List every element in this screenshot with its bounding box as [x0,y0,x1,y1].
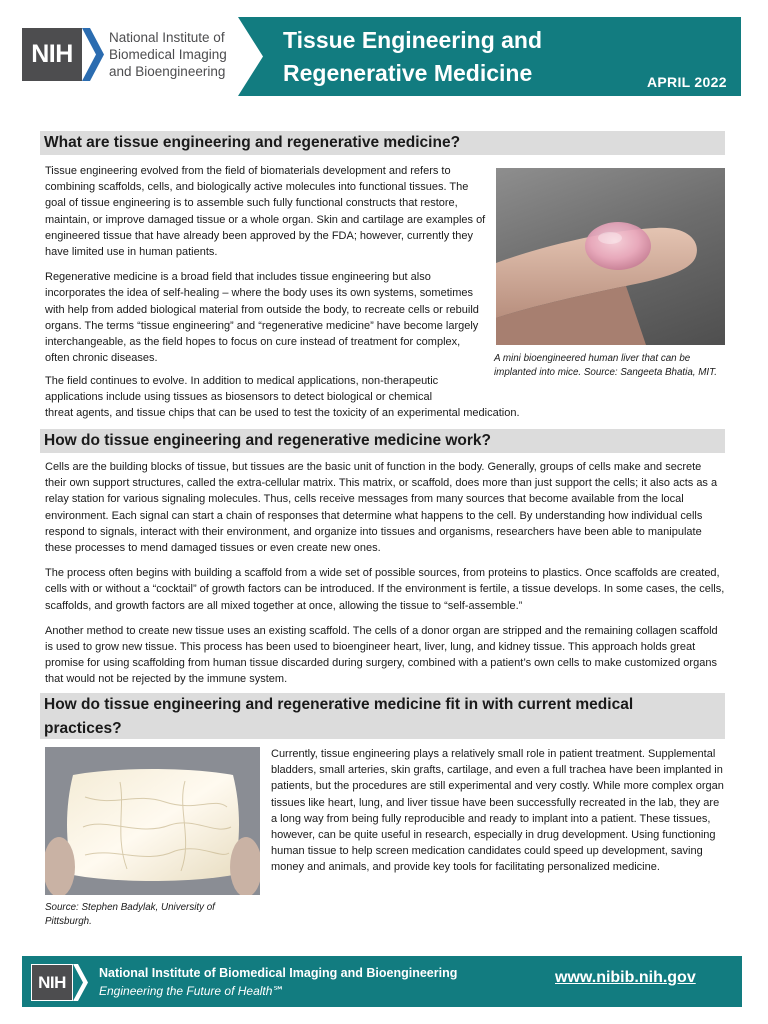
liver-implant-image [496,168,725,345]
section2-heading: How do tissue engineering and regenerative medicine work? [40,429,725,453]
org-name-line2: Biomedical Imaging [109,47,227,62]
publication-date: APRIL 2022 [647,74,727,90]
section2-paragraph3: Another method to create new tissue uses an existing scaffold. The cells of a donor organ are stripped and the remaining collagen scaffold is used to grow new tissue. This process has been used to bioengineer heart, liver, lung, and kidney tissue. This approach holds great promise for using scaffolding from human tissue discarded during surgery, combined with a patient’s own cells to make customized organs that would not be rejected by the immune system. [45,624,718,686]
footer-nih-logo [31,964,73,1001]
page-title-line2: Regenerative Medicine [283,60,533,86]
footer-tagline: Engineering the Future of Health℠ [99,984,285,998]
liver-image-caption: A mini bioengineered human liver that can be implanted into mice. Source: Sangeeta Bhatia, MIT. [494,353,717,378]
footer-nih-chevron-icon [73,964,88,1001]
section2-body [45,459,725,688]
section2-paragraph1: Cells are the building blocks of tissue, but tissues are the basic unit of function in the body. Generally, groups of cells make and secrete their own support structures, called the extra-cellular matrix. This matrix, or scaffold, does more than just support the cells; it also acts as a relay station for various signaling molecules. Thus, cells receive messages from many sources that become available from the local environment. Each signal can start a chain of responses that determine what happens to the cell. By understanding how individual cells respond to signals, interact with their environment, and organize into tissues and organisms, researchers have been able to manipulate these processes to mend damaged tissues or even create new ones. [45,461,718,555]
section1-paragraph3 [45,373,605,422]
section3-heading [40,693,725,739]
footer-website-link[interactable]: www.nibib.nih.gov [555,969,696,986]
section1-paragraph2: Regenerative medicine is a broad field that includes tissue engineering but also incorporates the idea of self-healing – where the body uses its own systems, sometimes with help from added biological material from outside the body, to recreate cells or rebuild organs. The terms “tissue engineering” and “regenerative medicine” have become largely interchangeable, as the field hopes to focus on cure instead of treatment for complex, often chronic diseases. [45,271,479,365]
section1-paragraph1: Tissue engineering evolved from the field of biomaterials development and refers to combining scaffolds, cells, and biologically active molecules into functional tissues. The goal of tissue engineering is to assemble such fully functional constructs that restore, maintain, or improve damaged tissue or a whole organ. Skin and cartilage are examples of engineered tissue that have already been approved by the FDA; however, currently they have limited use in human patients. [45,165,486,259]
section1-paragraph3-line3: threat agents, and tissue chips that can be used to test the toxicity of an experimental medication. [45,407,520,420]
section1-body [45,163,487,366]
nih-chevron-icon [82,28,104,81]
tissue-scaffold-illustration [45,747,260,895]
header [0,0,768,110]
page-title-line1: Tissue Engineering and [283,27,543,53]
section1-paragraph3-line2: applications include using tissues as biosensors to detect biological or chemical [45,391,433,404]
org-name-line1: National Institute of [109,30,225,45]
section3-heading-line2: practices? [44,720,122,737]
footer-nih-logo-text: NIH [38,972,66,992]
org-name-line3: and Bioengineering [109,64,226,79]
footer [22,956,742,1007]
scaffold-image-caption: Source: Stephen Badylak, University of Pittsburgh. [45,902,215,927]
finger-photo-illustration [496,168,725,345]
nih-logo [22,28,82,81]
section3-paragraph1: Currently, tissue engineering plays a relatively small role in patient treatment. Supplemental bladders, small arteries, skin grafts, cartilage, and even a full trachea have been implanted in patients, but the procedures are still experimental and very costly. While more complex organ tissues like heart, lung, and liver tissue have been successfully recreated in the lab, they are a long way from being fully reproducible and ready to implant into a patient. These tissues, however, can be quite useful in research, especially in drug development. Using functioning human tissue to help screen medication candidates could speed up development, saving money and animals, and provide key tools for facilitating personalized medicine. [271,748,724,874]
section1-heading: What are tissue engineering and regenerative medicine? [40,131,725,155]
section2-paragraph2: The process often begins with building a scaffold from a wide set of possible sources, from proteins to plastics. Once scaffolds are created, cells with or without a “cocktail” of growth factors can be introduced. If the environment is fertile, a tissue develops. In some cases, the cells, scaffolds, and growth factors are all mixed together at once, allowing the tissue to “self-assemble.” [45,567,725,612]
footer-org-name: National Institute of Biomedical Imaging and Bioengineering [99,966,458,980]
section1-paragraph3-line1: The field continues to evolve. In addition to medical applications, non-therapeutic [45,375,439,387]
section3-body [271,746,725,876]
org-name [109,29,227,80]
scaffold-image [45,747,260,895]
page-title [283,24,542,90]
section3-heading-line1: How do tissue engineering and regenerative medicine fit in with current medical [44,696,634,713]
nih-logo-text: NIH [31,40,73,68]
